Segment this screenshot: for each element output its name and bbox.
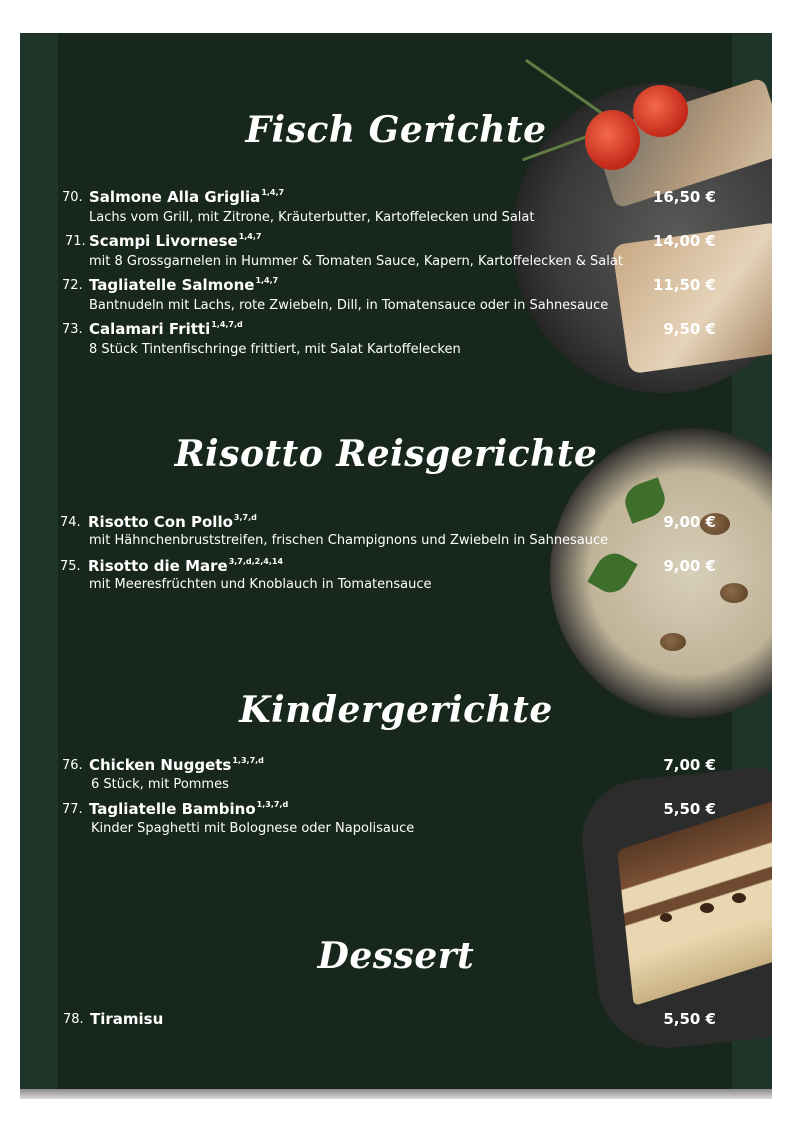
item-name: Tagliatelle Bambino$^{1,3,7,d}$ bbox=[89, 800, 289, 818]
item-description: Kinder Spaghetti mit Bolognese oder Napolisauce bbox=[91, 821, 415, 836]
item-name: Tagliatelle Salmone$^{1,4,7}$ bbox=[89, 276, 279, 294]
coffee-bean-2 bbox=[732, 893, 746, 903]
mushroom-2 bbox=[720, 583, 748, 603]
item-number: 77. bbox=[62, 802, 83, 817]
item-name: Chicken Nuggets$^{1,3,7,d}$ bbox=[89, 756, 264, 774]
allergen-codes: 1,4,7 bbox=[238, 232, 262, 241]
item-price: 9,00 € bbox=[663, 513, 716, 531]
item-price: 11,50 € bbox=[652, 276, 716, 294]
item-number: 76. bbox=[62, 758, 83, 773]
item-price: 5,50 € bbox=[663, 1010, 716, 1028]
section-title-risotto: Risotto Reisgerichte bbox=[174, 433, 598, 475]
item-number: 73. bbox=[62, 322, 83, 337]
allergen-codes: 3,7,d,2,4,14 bbox=[228, 557, 284, 566]
item-number: 71. bbox=[65, 234, 86, 249]
menu-page bbox=[20, 33, 772, 1089]
item-price: 7,00 € bbox=[663, 756, 716, 774]
item-number: 72. bbox=[62, 278, 83, 293]
item-price: 9,50 € bbox=[663, 320, 716, 338]
item-number: 78. bbox=[63, 1012, 84, 1027]
section-title-dessert: Dessert bbox=[317, 935, 475, 977]
item-name: Tiramisu bbox=[90, 1010, 164, 1028]
allergen-codes: 3,7,d bbox=[233, 513, 257, 522]
item-price: 5,50 € bbox=[663, 800, 716, 818]
item-name: Salmone Alla Griglia$^{1,4,7}$ bbox=[89, 188, 285, 206]
item-description: 8 Stück Tintenfischringe frittiert, mit Salat Kartoffelecken bbox=[89, 342, 461, 357]
item-price: 9,00 € bbox=[663, 557, 716, 575]
item-price: 16,50 € bbox=[652, 188, 716, 206]
allergen-codes: 1,4,7 bbox=[255, 276, 279, 285]
left-border-strip bbox=[20, 33, 58, 1089]
allergen-codes: 1,3,7,d bbox=[232, 756, 264, 765]
section-title-kinder: Kindergerichte bbox=[239, 689, 553, 731]
item-price: 14,00 € bbox=[652, 232, 716, 250]
item-description: mit Hähnchenbruststreifen, frischen Champignons und Zwiebeln in Sahnesauce bbox=[89, 533, 609, 548]
allergen-codes: 1,4,7,d bbox=[211, 320, 243, 329]
item-number: 74. bbox=[60, 515, 81, 530]
coffee-bean-3 bbox=[660, 913, 672, 922]
item-name: Scampi Livornese$^{1,4,7}$ bbox=[89, 232, 262, 250]
section-title-fisch: Fisch Gerichte bbox=[245, 109, 547, 151]
item-description: 6 Stück, mit Pommes bbox=[91, 777, 229, 792]
item-number: 70. bbox=[62, 190, 83, 205]
coffee-bean bbox=[700, 903, 714, 913]
item-number: 75. bbox=[60, 559, 81, 574]
allergen-codes: 1,4,7 bbox=[261, 188, 285, 197]
mushroom-3 bbox=[660, 633, 686, 651]
item-description: Bantnudeln mit Lachs, rote Zwiebeln, Dill, in Tomatensauce oder in Sahnesauce bbox=[89, 298, 609, 313]
item-description: mit Meeresfrüchten und Knoblauch in Tomatensauce bbox=[89, 577, 432, 592]
item-name: Calamari Fritti$^{1,4,7,d}$ bbox=[89, 320, 243, 338]
item-description: mit 8 Grossgarnelen in Hummer & Tomaten Sauce, Kapern, Kartoffelecken & Salat bbox=[89, 254, 623, 269]
item-description: Lachs vom Grill, mit Zitrone, Kräuterbutter, Kartoffelecken und Salat bbox=[89, 210, 535, 225]
item-name: Risotto die Mare$^{3,7,d,2,4,14}$ bbox=[88, 557, 284, 575]
page-bottom-shadow bbox=[20, 1089, 772, 1099]
item-name: Risotto Con Pollo$^{3,7,d}$ bbox=[88, 513, 257, 531]
allergen-codes: 1,3,7,d bbox=[256, 800, 289, 809]
